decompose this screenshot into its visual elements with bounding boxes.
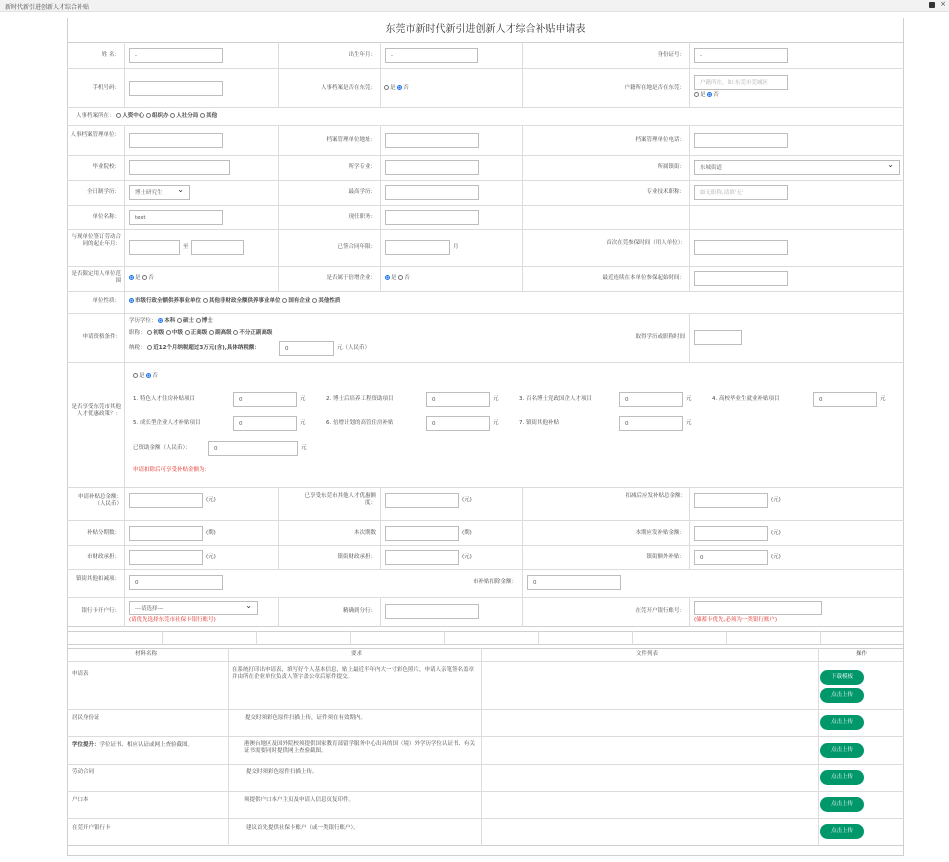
- birth-label: 出生年月：: [348, 52, 376, 58]
- periods-input[interactable]: [129, 526, 203, 541]
- bank-label: 银行卡开户行：: [81, 608, 120, 614]
- emerging-radios[interactable]: 是 否: [385, 275, 410, 282]
- city-fund-unit: (元): [206, 554, 216, 560]
- month-unit: 月: [453, 244, 459, 250]
- name-input[interactable]: -: [129, 48, 223, 63]
- birth-input[interactable]: -: [385, 48, 478, 63]
- edu-fulltime-select[interactable]: 博士研究生 ⌄: [129, 185, 190, 200]
- town-other-label: 镇街其他扣减项：: [75, 576, 120, 582]
- policy-7-input[interactable]: 0: [619, 416, 683, 431]
- branch-label: 精确到分行：: [342, 608, 376, 614]
- contract-years-label: 已签合同年限：: [337, 244, 376, 250]
- policy-6-unit: 元: [493, 420, 499, 426]
- edu-highest-input[interactable]: [385, 185, 479, 200]
- city-fund-input[interactable]: [129, 550, 203, 565]
- archive-tel-input[interactable]: [694, 133, 788, 148]
- mat-row-name: 居民身份证: [72, 715, 100, 721]
- policy-3-input[interactable]: 0: [619, 392, 683, 407]
- upload-button[interactable]: 点击上传: [820, 797, 864, 812]
- mat-header-op: 操作: [856, 651, 868, 657]
- subsidized-label: 已资助金额（人民币）：: [133, 445, 191, 451]
- policy-4-input[interactable]: 0: [813, 392, 877, 407]
- contract-years-input[interactable]: [385, 240, 450, 255]
- continuous-input[interactable]: [694, 271, 788, 286]
- bank-note: (请优先选择东莞市社保卡银行账号): [129, 617, 216, 623]
- mat-row-req: 在系统打印出申请表，填写好个人基本信息，贴上最近半年内大一寸彩色照片，申请人亲笔签名盖章并由所在企业单位负责人签字盖公章后原件提交。: [232, 667, 475, 680]
- position-input[interactable]: [385, 210, 479, 225]
- deduct-total-unit: (元): [771, 497, 781, 503]
- branch-input[interactable]: [385, 604, 479, 619]
- mat-header-files: 文件列表: [636, 651, 659, 657]
- current-amount-unit: (元): [771, 530, 781, 536]
- title-input[interactable]: 如无职称,请填'无': [694, 185, 788, 200]
- town-fund-label: 镇街财政承担：: [337, 554, 376, 560]
- upload-button[interactable]: 点击上传: [820, 824, 864, 839]
- archive-addr-input[interactable]: [385, 133, 479, 148]
- current-period-unit: (期): [462, 530, 472, 536]
- policy-7-label: 7. 镇街其他补贴: [519, 420, 559, 426]
- current-amount-label: 本期应发补贴金额：: [635, 530, 685, 536]
- upload-button[interactable]: 点击上传: [820, 770, 864, 785]
- mat-row-req: 提交时须彩色原件扫描上传，证件须在有效期内。: [245, 715, 367, 721]
- account-label: 在莞开户银行账号：: [635, 608, 685, 614]
- mat-row-name: 申请表: [72, 671, 89, 677]
- enjoyed-input[interactable]: [385, 493, 459, 508]
- deduct-total-label: 扣减后应发补贴总金额：: [625, 493, 686, 499]
- town-extra-unit: (元): [771, 554, 781, 560]
- tax-input[interactable]: 0: [279, 341, 334, 356]
- household-radios[interactable]: 是 否: [694, 92, 719, 99]
- mat-header-req: 要求: [351, 651, 363, 657]
- policy-6-label: 6. 倍增计划的高管住房补贴: [326, 420, 394, 426]
- policy-3-unit: 元: [686, 396, 692, 402]
- phone-label: 手机号码：: [92, 85, 120, 91]
- contract-to-text: 至: [183, 244, 189, 250]
- mat-row-req: 提交时须彩色原件扫描上传。: [246, 769, 318, 775]
- subsidized-input[interactable]: 0: [208, 441, 298, 456]
- company-label: 单位名称：: [92, 214, 120, 220]
- policy-5-unit: 元: [300, 420, 306, 426]
- name-label: 姓 名：: [101, 52, 120, 58]
- policy-2-unit: 元: [493, 396, 499, 402]
- subsidized-unit: 元: [301, 445, 307, 451]
- archive-unit-label: 人事档案管理单位：: [70, 132, 120, 138]
- policy-5-label: 5. 成长型企业人才补贴项目: [133, 420, 201, 426]
- first-insure-label: 首次在莞参保时间（用人单位）：: [606, 240, 686, 246]
- page-title: 东莞市新时代新引进创新人才综合补贴申请表: [385, 24, 586, 35]
- window-title: 新时代新引进创新人才综合补贴: [5, 4, 90, 11]
- total-input[interactable]: [129, 493, 203, 508]
- archive-tel-label: 档案管理单位电话：: [635, 137, 685, 143]
- idno-label: 身份证号：: [657, 52, 685, 58]
- tax-unit: 元（人民币）: [337, 345, 371, 351]
- continuous-label: 最近连续在本单位参保起始时间：: [602, 275, 685, 281]
- periods-label: 补贴分期数：: [86, 530, 120, 536]
- city-deduct-input[interactable]: 0: [527, 575, 621, 590]
- policy-4-label: 4. 高校毕业生就业补贴项目: [712, 396, 780, 402]
- first-insure-input[interactable]: [694, 240, 788, 255]
- archive-in-dg-radios[interactable]: 是 否: [384, 85, 409, 92]
- city-deduct-label: 市补贴扣除金额：: [472, 579, 517, 585]
- archive-addr-label: 档案管理单位地址：: [326, 137, 376, 143]
- bank-select[interactable]: ---请选择--- ⌄: [129, 601, 258, 615]
- close-icon[interactable]: ×: [940, 0, 946, 8]
- policy-4-unit: 元: [880, 396, 886, 402]
- policy-2-input[interactable]: 0: [426, 392, 490, 407]
- major-label: 所学专业：: [348, 164, 376, 170]
- enjoyed-label: 已享受东莞市其他人才优惠额度：: [304, 493, 376, 506]
- policy-5-input[interactable]: 0: [233, 416, 297, 431]
- policy-2-label: 2. 博士后培养工程资助项目: [326, 396, 394, 402]
- mat-row-name: 劳动合同: [72, 769, 95, 775]
- city-fund-label: 市财政承担：: [86, 554, 120, 560]
- upload-button[interactable]: 点击上传: [820, 715, 864, 730]
- edu-fulltime-label: 全日制学历：: [86, 189, 120, 195]
- periods-unit: (期): [206, 530, 216, 536]
- unit-nature-label: 单位性质：: [92, 298, 120, 304]
- download-template-button[interactable]: 下载模板: [820, 670, 864, 685]
- emerging-label: 是否属于倍增企业：: [326, 275, 376, 281]
- policy-7-unit: 元: [686, 420, 692, 426]
- town-fund-unit: (元): [462, 554, 472, 560]
- archive-location-row[interactable]: 人事档案所在： 人资中心 组织办 人社分局 其他: [76, 113, 218, 119]
- mat-row-name: 在莞开户银行卡: [72, 825, 111, 831]
- town-other-input[interactable]: 0: [129, 575, 223, 590]
- obtain-time-label: 取得学历或职称时间: [635, 334, 685, 340]
- account-input[interactable]: [694, 601, 822, 615]
- mat-row-req: 须提供户口本户主页及申请人信息页复印件。: [244, 797, 355, 803]
- policy-1-input[interactable]: 0: [233, 392, 297, 407]
- household-label: 户籍所在地是否在东莞：: [624, 85, 685, 91]
- restore-icon[interactable]: [929, 2, 935, 8]
- contract-start-input[interactable]: [129, 240, 180, 255]
- total-unit: (元): [206, 497, 216, 503]
- company-input[interactable]: test: [129, 210, 223, 225]
- other-policy-radios[interactable]: 是 否: [133, 373, 158, 380]
- spacer-row: [67, 631, 904, 645]
- street-label: 所属镇街：: [657, 164, 685, 170]
- unit-nature-radios[interactable]: 市级行政全额供养事业单位 其他非财政全额供养事业单位 国有企业 其他性质: [129, 298, 340, 305]
- current-amount-input[interactable]: [694, 526, 768, 541]
- policy-1-label: 1. 特色人才住房补贴项目: [133, 396, 195, 402]
- obtain-time-input[interactable]: [694, 330, 742, 345]
- upload-button[interactable]: 点击上传: [820, 688, 864, 703]
- mat-header-name: 材料名称: [135, 651, 158, 657]
- deduct-total-input[interactable]: [694, 493, 768, 508]
- phone-input[interactable]: [129, 81, 223, 96]
- mat-row-req: 港澳台地区及国外院校须提供国家教育部留学服务中心出具的国（境）外学历学位认证书、有关证书需要同时提供网上查验截图。: [244, 741, 476, 754]
- school-input[interactable]: [129, 160, 230, 175]
- degree-radios[interactable]: 学历学位： 本科 硕士 博士: [129, 318, 213, 324]
- major-input[interactable]: [385, 160, 479, 175]
- title-label: 专业技术职称：: [646, 189, 685, 195]
- limited-label: 是否限定用人单位范围: [71, 271, 121, 284]
- policy-6-input[interactable]: 0: [426, 416, 490, 431]
- policy-3-label: 3. 百名博士党政国企人才项目: [519, 396, 592, 402]
- school-label: 毕业院校：: [92, 164, 120, 170]
- idno-input[interactable]: -: [694, 48, 788, 63]
- other-policy-label: 是否享受东莞市其他人才优惠政策？：: [71, 404, 121, 417]
- street-select[interactable]: 东城街道 ⌄: [694, 160, 900, 175]
- total-label: 申请补贴总金额：（人民币）: [77, 494, 122, 507]
- tax-row[interactable]: 纳税： 近12个月纳税超过3万元(含),具体纳税额：: [129, 345, 260, 351]
- upload-button[interactable]: 点击上传: [820, 743, 864, 758]
- mat-row-req: 建议首先提供社保卡账户（或一类银行账户）。: [246, 825, 359, 831]
- archive-in-dg-label: 人事档案是否在东莞：: [320, 85, 376, 91]
- contract-label: 与现单位签订劳动合同的起止年月：: [71, 234, 121, 247]
- edu-highest-label: 最高学历：: [348, 189, 376, 195]
- position-label: 现任职务：: [348, 214, 376, 220]
- condition-label: 申请资格条件：: [82, 334, 121, 340]
- mat-row-name: 学位提升：学位证书、相应认证或网上查验截图。: [72, 742, 194, 748]
- deduct-note: 申请扣除后可享受补贴金额为：: [133, 467, 211, 473]
- archive-unit-input[interactable]: [129, 133, 223, 148]
- account-note: (储蓄卡优先,必须为一类银行账户): [694, 617, 778, 623]
- current-period-label: 本次期数: [353, 530, 376, 536]
- limited-radios[interactable]: 是 否: [129, 275, 154, 282]
- title-radios[interactable]: 职称： 初级 中级 正高级 副高级 不分正副高级: [129, 330, 273, 336]
- household-input[interactable]: 户籍所在，如:东莞市莞城区: [694, 75, 788, 90]
- town-extra-label: 镇街额外补贴：: [646, 554, 685, 560]
- mat-row-name: 户口本: [72, 797, 89, 803]
- window-titlebar: [0, 0, 949, 12]
- contract-end-input[interactable]: [191, 240, 244, 255]
- policy-1-unit: 元: [300, 396, 306, 402]
- current-period-input[interactable]: [385, 526, 459, 541]
- town-extra-input[interactable]: 0: [694, 550, 768, 565]
- town-fund-input[interactable]: [385, 550, 459, 565]
- enjoyed-unit: (元): [462, 497, 472, 503]
